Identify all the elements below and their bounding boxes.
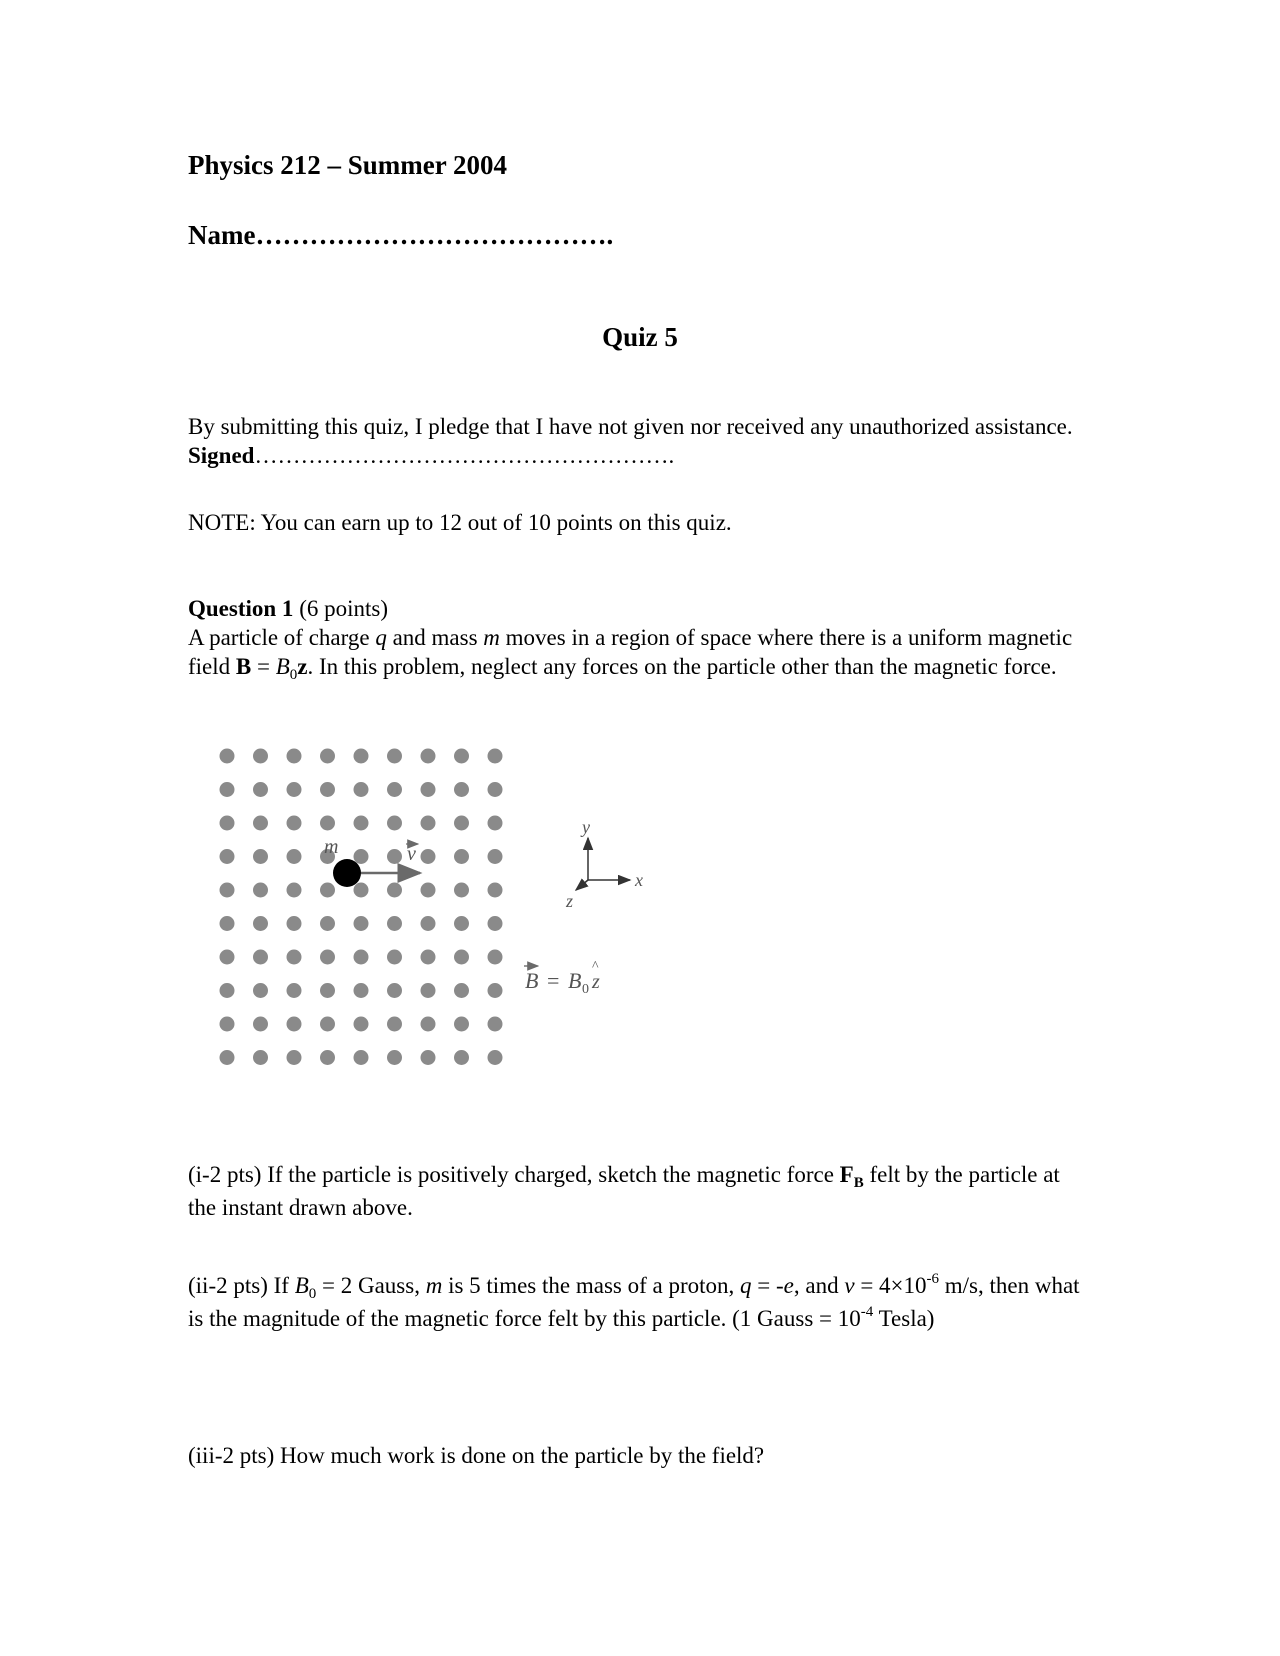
- name-label: Name: [188, 220, 256, 250]
- field-label-sub: 0: [582, 982, 589, 997]
- field-dot: [320, 749, 335, 764]
- field-dot: [387, 1050, 402, 1065]
- field-dot: [387, 950, 402, 965]
- field-dot: [421, 816, 436, 831]
- field-dot: [354, 950, 369, 965]
- signed-dots: ……………………………………………….: [254, 443, 675, 468]
- field-dot: [287, 950, 302, 965]
- part-ii-text: If: [273, 1273, 289, 1298]
- field-dot: [354, 749, 369, 764]
- field-dot: [488, 916, 503, 931]
- field-dot: [220, 816, 235, 831]
- name-dots: ………………………………….: [255, 220, 614, 250]
- field-dot: [387, 883, 402, 898]
- field-dot: [454, 983, 469, 998]
- field-dot: [421, 749, 436, 764]
- field-dot: [320, 950, 335, 965]
- note-text: NOTE: You can earn up to 12 out of 10 points on this quiz.: [188, 510, 732, 535]
- field-dot: [454, 1050, 469, 1065]
- var-v: v: [844, 1273, 855, 1298]
- quiz-title: Quiz 5: [602, 322, 678, 352]
- part-ii-text: = 4×10: [860, 1273, 927, 1298]
- field-dot: [220, 916, 235, 931]
- field-dot: [387, 849, 402, 864]
- part-ii-text: , and: [793, 1273, 839, 1298]
- field-dot: [488, 782, 503, 797]
- field-dot: [354, 1050, 369, 1065]
- part-i-text: If the particle is positively charged, sketch the magnetic force: [267, 1162, 834, 1187]
- field-dot: [454, 782, 469, 797]
- velocity-label: v: [407, 843, 416, 865]
- field-dot: [454, 816, 469, 831]
- field-dot: [220, 1017, 235, 1032]
- field-dot: [421, 883, 436, 898]
- var-e: e: [783, 1273, 794, 1298]
- question-text: A particle of charge: [188, 625, 370, 650]
- name-line: [188, 220, 613, 251]
- question-text: moves in a region of space where there is a uniform magnetic field: [188, 625, 1073, 679]
- field-dot: [253, 749, 268, 764]
- field-dot: [387, 916, 402, 931]
- part-i-label: (i-2 pts): [188, 1162, 262, 1187]
- field-dot: [287, 1017, 302, 1032]
- field-label-z: z: [592, 971, 600, 993]
- var-m: m: [425, 1273, 443, 1298]
- field-dot: [387, 816, 402, 831]
- unit-hat-mark: ^: [592, 959, 599, 974]
- field-dot: [421, 983, 436, 998]
- question-text: and mass: [392, 625, 478, 650]
- field-dot: [253, 1017, 268, 1032]
- field-dot: [354, 849, 369, 864]
- field-dot: [253, 1050, 268, 1065]
- magnetic-field-diagram: [210, 738, 670, 1088]
- field-dot: [220, 849, 235, 864]
- question-1: [188, 594, 1088, 685]
- mass-label: m: [324, 836, 339, 858]
- signed-label: Signed: [188, 443, 255, 468]
- field-dot: [421, 1050, 436, 1065]
- field-dot: [354, 916, 369, 931]
- field-dot: [220, 1050, 235, 1065]
- part-ii-text: Tesla): [878, 1306, 935, 1331]
- field-dot: [220, 983, 235, 998]
- field-dot: [287, 816, 302, 831]
- part-ii-text: = 2 Gauss,: [322, 1273, 420, 1298]
- axis-y-label: y: [582, 817, 590, 837]
- var-B: B: [235, 654, 252, 679]
- field-dot: [488, 816, 503, 831]
- var-B0: B: [294, 1273, 309, 1298]
- field-dot: [387, 1017, 402, 1032]
- field-dot: [454, 749, 469, 764]
- field-dot: [287, 983, 302, 998]
- field-dot: [287, 1050, 302, 1065]
- field-label-eq: =: [547, 968, 560, 993]
- equals: =: [251, 654, 276, 679]
- var-q: q: [375, 625, 387, 650]
- field-dot: [287, 916, 302, 931]
- field-dot: [320, 782, 335, 797]
- field-dot: [354, 883, 369, 898]
- part-ii: [188, 1271, 1088, 1337]
- field-dot: [421, 782, 436, 797]
- exponent: -6: [926, 1271, 940, 1287]
- field-label: [524, 959, 600, 997]
- field-dot: [253, 883, 268, 898]
- field-dot: [454, 883, 469, 898]
- field-dot: [421, 849, 436, 864]
- part-ii-text: is 5 times the mass of a proton,: [448, 1273, 735, 1298]
- coordinate-axes: [565, 817, 643, 911]
- field-dot: [220, 950, 235, 965]
- part-ii-label: (ii-2 pts): [188, 1273, 268, 1298]
- field-dot: [220, 749, 235, 764]
- field-dot: [454, 849, 469, 864]
- field-dot: [287, 849, 302, 864]
- var-F: F: [839, 1162, 854, 1187]
- part-iii-label: (iii-2 pts): [188, 1443, 275, 1468]
- field-dot: [488, 749, 503, 764]
- field-dot: [253, 782, 268, 797]
- field-dot: [320, 916, 335, 931]
- pledge-paragraph: [188, 412, 1088, 470]
- field-dot: [253, 816, 268, 831]
- part-i-text: felt by the particle at the instant drawn above.: [188, 1162, 1060, 1220]
- field-dot: [421, 1017, 436, 1032]
- field-dot: [454, 1017, 469, 1032]
- field-dot: [488, 849, 503, 864]
- part-iii: [188, 1441, 1088, 1470]
- question-1-label: Question 1: [188, 596, 294, 621]
- field-figure: [210, 738, 670, 1088]
- z-axis: [576, 880, 588, 890]
- subscript-0: 0: [308, 1286, 317, 1302]
- field-label-B: B: [525, 968, 539, 993]
- field-dot: [287, 749, 302, 764]
- var-m: m: [483, 625, 500, 650]
- var-z: z: [297, 654, 308, 679]
- question-1-points: (6 points): [299, 596, 388, 621]
- question-text: . In this problem, neglect any forces on the particle other than the magnetic force.: [307, 654, 1057, 679]
- field-dot: [320, 883, 335, 898]
- field-dot-grid: [220, 749, 503, 1066]
- field-dot: [488, 883, 503, 898]
- var-B0: B: [275, 654, 290, 679]
- field-dot: [421, 950, 436, 965]
- particle: [333, 859, 361, 887]
- field-dot: [253, 916, 268, 931]
- field-dot: [387, 983, 402, 998]
- field-dot: [354, 983, 369, 998]
- part-iii-text: How much work is done on the particle by the field?: [280, 1443, 765, 1468]
- field-label-B0: B: [568, 968, 582, 993]
- field-dot: [454, 950, 469, 965]
- field-dot: [253, 849, 268, 864]
- part-ii-text: = -: [757, 1273, 784, 1298]
- field-dot: [287, 883, 302, 898]
- part-ii-text: m/s, then what is the magnitude of the magnetic force felt by this particle. (1 Gauss = 10: [188, 1273, 1080, 1331]
- field-dot: [253, 983, 268, 998]
- field-dot: [320, 1050, 335, 1065]
- field-dot: [253, 950, 268, 965]
- field-dot: [488, 950, 503, 965]
- field-dot: [454, 916, 469, 931]
- field-dot: [488, 983, 503, 998]
- part-i: [188, 1160, 1088, 1222]
- field-dot: [287, 782, 302, 797]
- field-dot: [354, 816, 369, 831]
- field-dot: [320, 983, 335, 998]
- course-title: Physics 212 – Summer 2004: [188, 150, 508, 180]
- field-dot: [387, 749, 402, 764]
- field-dot: [320, 1017, 335, 1032]
- axis-z-label: z: [566, 891, 574, 911]
- field-dot: [488, 1050, 503, 1065]
- field-dot: [421, 916, 436, 931]
- field-dot: [488, 1017, 503, 1032]
- var-q: q: [740, 1273, 752, 1298]
- field-dot: [320, 816, 335, 831]
- field-dot: [220, 782, 235, 797]
- field-dot: [387, 782, 402, 797]
- pledge-text: By submitting this quiz, I pledge that I have not given nor received any unauthorized assistance.: [188, 414, 1073, 439]
- field-dot: [354, 782, 369, 797]
- axis-x-label: x: [635, 870, 643, 890]
- exponent: -4: [860, 1304, 874, 1320]
- var-F-sub: B: [853, 1175, 864, 1191]
- subscript-0: 0: [289, 667, 298, 683]
- field-dot: [354, 1017, 369, 1032]
- field-dot: [220, 883, 235, 898]
